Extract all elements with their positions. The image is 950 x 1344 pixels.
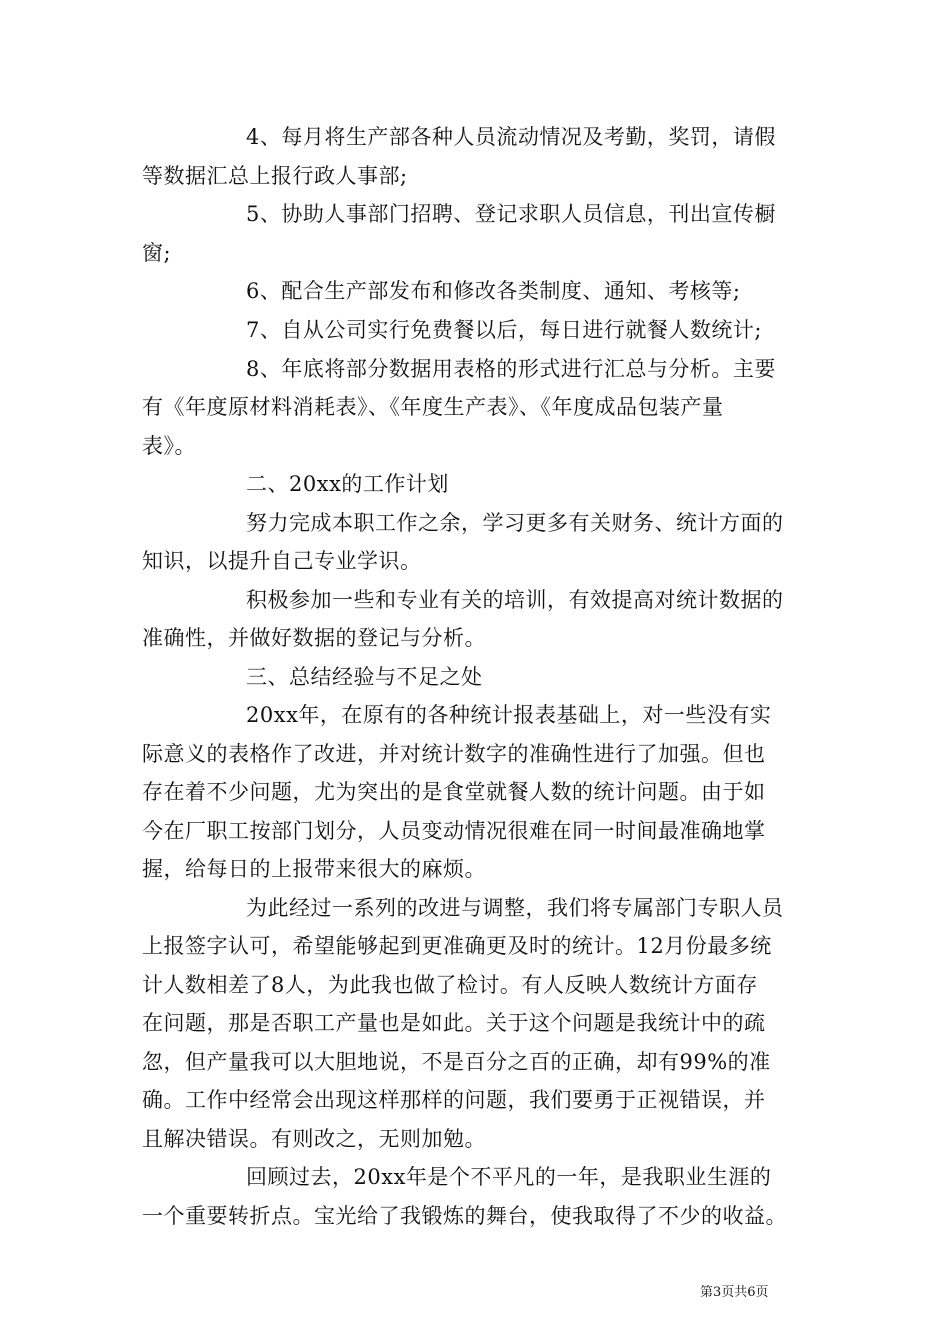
text-line: 窗; [142,241,172,265]
text-line: 且解决错误。有则改之，无则加勉。 [142,1127,486,1151]
text-line: 知识，以提升自己专业学识。 [142,549,422,573]
text-line: 今在厂职工按部门划分，人员变动情况很难在同一时间最准确地掌 [142,819,766,843]
text-line: 4、每月将生产部各种人员流动情况及考勤，奖罚，请假 [246,125,776,149]
section-heading: 三、总结经验与不足之处 [246,665,483,689]
text-line: 准确性，并做好数据的登记与分析。 [142,626,486,650]
text-line: 7、自从公司实行免费餐以后，每日进行就餐人数统计; [246,318,762,342]
text-line: 等数据汇总上报行政人事部; [142,164,408,188]
text-line: 计人数相差了8人，为此我也做了检讨。有人反映人数统计方面存 [142,973,758,997]
text-line: 努力完成本职工作之余，学习更多有关财务、统计方面的 [246,511,784,535]
text-line: 6、配合生产部发布和修改各类制度、通知、考核等; [246,279,741,303]
page-number: 第3页共6页 [700,1285,769,1300]
text-line: 回顾过去，20xx年是个不平凡的一年，是我职业生涯的 [246,1165,772,1189]
section-heading: 二、20xx的工作计划 [246,472,449,496]
text-line: 8、年底将部分数据用表格的形式进行汇总与分析。主要 [246,357,776,381]
text-line: 20xx年，在原有的各种统计报表基础上，对一些没有实 [246,703,772,727]
text-line: 5、协助人事部门招聘、登记求职人员信息，刊出宣传橱 [246,202,776,226]
text-line: 表》。 [142,434,196,458]
text-line: 积极参加一些和专业有关的培训，有效提高对统计数据的 [246,588,784,612]
text-line: 有《年度原材料消耗表》、《年度生产表》、《年度成品包装产量 [142,395,724,419]
text-line: 忽，但产量我可以大胆地说，不是百分之百的正确，却有99%的准 [142,1050,771,1074]
text-line: 际意义的表格作了改进，并对统计数字的准确性进行了加强。但也 [142,742,766,766]
text-line: 握，给每日的上报带来很大的麻烦。 [142,857,486,881]
text-line: 上报签字认可，希望能够起到更准确更及时的统计。12月份最多统 [142,934,772,958]
text-line: 存在着不少问题，尤为突出的是食堂就餐人数的统计问题。由于如 [142,780,766,804]
text-line: 确。工作中经常会出现这样那样的问题，我们要勇于正视错误，并 [142,1088,766,1112]
text-line: 在问题，那是否职工产量也是如此。关于这个问题是我统计中的疏 [142,1011,766,1035]
text-line: 一个重要转折点。宝光给了我锻炼的舞台，使我取得了不少的收益。 [142,1204,787,1228]
text-line: 为此经过一系列的改进与调整，我们将专属部门专职人员 [246,896,784,920]
